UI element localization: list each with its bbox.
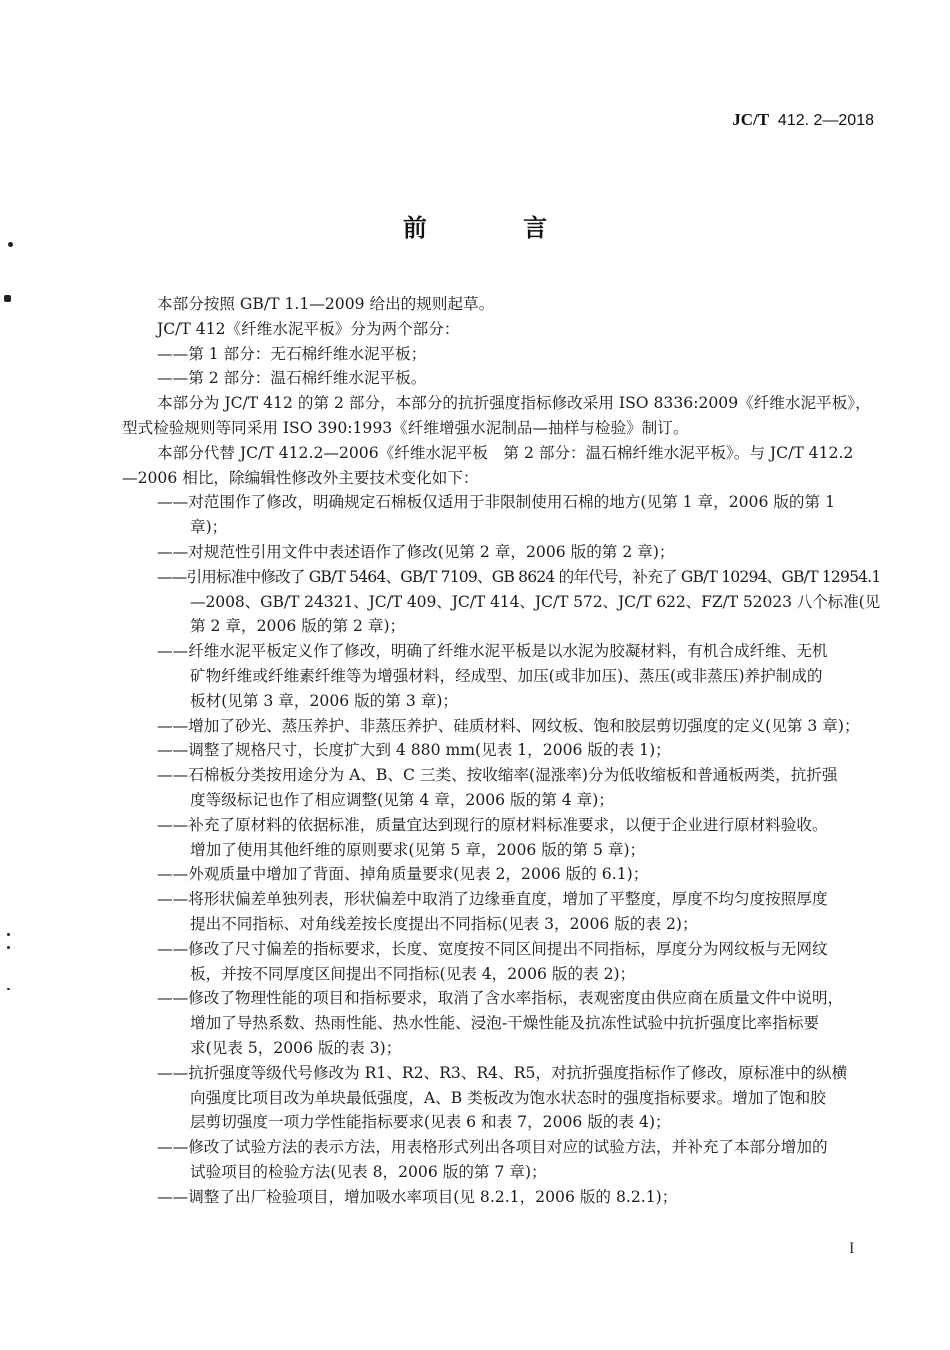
standard-number: 412. 2—2018	[777, 112, 874, 129]
text-line: ——第 2 部分：温石棉纤维水泥平板。	[157, 369, 427, 388]
text-line: ——对规范性引用文件中表述语作了修改(见第 2 章，2006 版的第 2 章)；	[157, 542, 675, 561]
text-line: JC/T 412《纤维水泥平板》分为两个部分：	[157, 319, 460, 338]
scan-speck	[7, 988, 10, 990]
page-number: I	[849, 1240, 855, 1257]
paragraph	[122, 317, 880, 342]
scan-speck	[7, 933, 10, 936]
text-line: ——外观质量中增加了背面、掉角质量要求(见表 2，2006 版的 6.1)；	[157, 865, 649, 884]
text-line: 板材(见第 3 章，2006 版的第 3 章)；	[190, 691, 459, 710]
text-line: 板，并按不同厚度区间提出不同指标(见表 4，2006 版的表 2)；	[190, 964, 636, 983]
change-list-item	[122, 366, 880, 391]
change-list-item	[122, 813, 880, 863]
text-line: 求(见表 5，2006 版的表 3)；	[190, 1038, 402, 1057]
text-line: ——对范围作了修改，明确规定石棉板仅适用于非限制使用石棉的地方(见第 1 章，2006 版的第 1	[157, 493, 836, 512]
paragraph	[122, 391, 880, 441]
text-line: ——引用标准中修改了 GB/T 5464、GB/T 7109、GB 8624 的年代号，补充了 GB/T 10294、GB/T 12954.1	[157, 567, 881, 586]
standard-prefix: JC/T	[732, 110, 770, 129]
change-list-item	[122, 714, 880, 739]
text-line: 本部分为 JC/T 412 的第 2 部分，本部分的抗折强度指标修改采用 ISO 8336:2009《纤维水泥平板》，	[157, 394, 871, 413]
change-list-item	[122, 1061, 880, 1135]
change-list-item	[122, 342, 880, 367]
text-line: 增加了导热系数、热雨性能、热水性能、浸泡-干燥性能及抗冻性试验中抗折强度比率指标要	[190, 1014, 820, 1033]
text-line: ——增加了砂光、蒸压养护、非蒸压养护、硅质材料、网纹板、饱和胶层剪切强度的定义(见第 3 章)；	[157, 716, 860, 735]
text-line: 向强度比项目改为单块最低强度，A、B 类板改为饱水状态时的强度指标要求。增加了饱和胶	[190, 1088, 826, 1107]
change-list-item	[122, 937, 880, 987]
text-line: ——石棉板分类按用途分为 A、B、C 三类、按收缩率(湿涨率)分为低收缩板和普通板两类，抗折强	[157, 766, 838, 785]
text-line: —2006 相比，除编辑性修改外主要技术变化如下：	[122, 468, 479, 487]
text-line: 矿物纤维或纤维素纤维等为增强材料，经成型、加压(或非加压)、蒸压(或非蒸压)养护制成的	[190, 666, 823, 685]
change-list-item	[122, 738, 880, 763]
change-list-item	[122, 1185, 880, 1210]
page-title: 前 言	[402, 214, 592, 242]
change-list-item	[122, 986, 880, 1060]
text-line: ——调整了规格尺寸，长度扩大到 4 880 mm(见表 1，2006 版的表 1)；	[157, 741, 671, 760]
paragraph	[122, 441, 880, 491]
text-line: 本部分代替 JC/T 412.2—2006《纤维水泥平板 第 2 部分：温石棉纤维水泥平板》。与 JC/T 412.2	[157, 443, 854, 462]
text-line: ——抗折强度等级代号修改为 R1、R2、R3、R4、R5，对抗折强度指标作了修改，原标准中的纵横	[157, 1063, 848, 1082]
text-line: ——修改了试验方法的表示方法，用表格形式列出各项目对应的试验方法，并补充了本部分增加的	[157, 1138, 828, 1157]
paragraph	[122, 292, 880, 317]
scan-speck	[4, 295, 11, 302]
text-line: ——修改了物理性能的项目和指标要求，取消了含水率指标，表观密度由供应商在质量文件中说明，	[157, 989, 844, 1008]
change-list-item	[122, 887, 880, 937]
text-line: ——补充了原材料的依据标准，质量宜达到现行的原材料标准要求，以便于企业进行原材料验收。	[157, 815, 828, 834]
scan-speck	[7, 946, 10, 949]
text-line: ——第 1 部分：无石棉纤维水泥平板；	[157, 344, 427, 363]
change-list-item	[122, 639, 880, 713]
text-line: 本部分按照 GB/T 1.1—2009 给出的规则起草。	[157, 295, 495, 313]
text-line: 章)；	[190, 518, 228, 537]
text-line: 层剪切强度一项力学性能指标要求(见表 6 和表 7，2006 版的表 4)；	[190, 1113, 671, 1132]
text-line: 增加了使用其他纤维的原则要求(见第 5 章，2006 版的第 5 章)；	[190, 840, 646, 859]
standard-code	[732, 110, 874, 130]
text-line: ——调整了出厂检验项目，增加吸水率项目(见 8.2.1，2006 版的 8.2.1)；	[157, 1187, 678, 1206]
text-line: ——将形状偏差单独列表，形状偏差中取消了边缘垂直度，增加了平整度，厚度不均匀度按照厚度	[157, 890, 828, 909]
change-list-item	[122, 862, 880, 887]
change-list-item	[122, 540, 880, 565]
change-list-item	[122, 565, 880, 639]
text-line: —2008、GB/T 24321、JC/T 409、JC/T 414、JC/T 572、JC/T 622、FZ/T 52023 八个标准(见	[190, 592, 881, 611]
text-line: ——纤维水泥平板定义作了修改，明确了纤维水泥平板是以水泥为胶凝材料，有机合成纤维、无机	[157, 642, 828, 661]
change-list-item	[122, 1135, 880, 1185]
text-line: 度等级标记也作了相应调整(见第 4 章，2006 版的第 4 章)；	[190, 790, 614, 809]
text-line: ——修改了尺寸偏差的指标要求，长度、宽度按不同区间提出不同指标，厚度分为网纹板与无网纹	[157, 939, 828, 958]
change-list-item	[122, 490, 880, 540]
text-line: 提出不同指标、对角线差按长度提出不同指标(见表 3，2006 版的表 2)；	[190, 914, 698, 933]
text-line: 型式检验规则等同采用 ISO 390:1993《纤维增强水泥制品—抽样与检验》制订。	[122, 418, 689, 437]
document-body	[122, 292, 880, 1209]
scan-speck	[8, 242, 13, 247]
text-line: 第 2 章，2006 版的第 2 章)；	[190, 617, 406, 636]
change-list-item	[122, 763, 880, 813]
text-line: 试验项目的检验方法(见表 8，2006 版的第 7 章)；	[190, 1162, 547, 1181]
